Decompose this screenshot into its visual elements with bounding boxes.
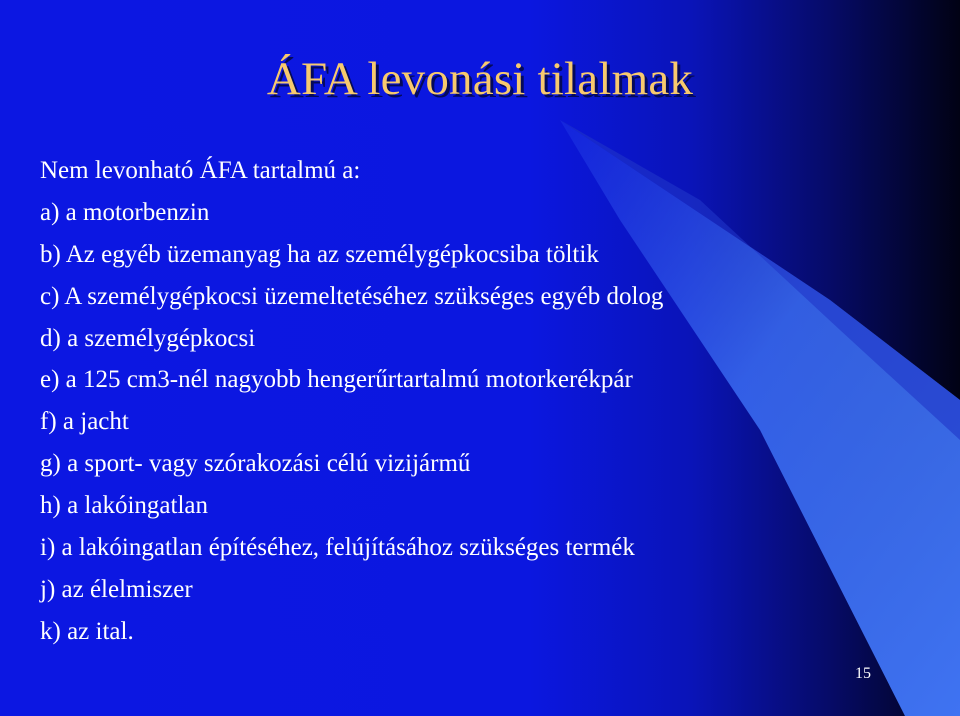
list-item: h) a lakóingatlan (40, 492, 208, 520)
list-item: a) a motorbenzin (40, 198, 210, 226)
intro-line: Nem levonható ÁFA tartalmú a: (40, 157, 361, 184)
list-item: c) A személygépkocsi üzemeltetéséhez szükséges egyéb dolog (40, 282, 664, 310)
list-item: f) a jacht (40, 408, 129, 436)
list-item: k) az ital. (40, 617, 134, 645)
slide-body (40, 150, 920, 653)
list-item: j) az élelmiszer (40, 575, 193, 603)
slide-title: ÁFA levonási tilalmak (266, 53, 694, 105)
list-item: e) a 125 cm3-nél nagyobb hengerűrtartalmú motorkerékpár (40, 366, 633, 394)
list-item: i) a lakóingatlan építéséhez, felújításához szükséges termék (40, 534, 635, 562)
list-item: d) a személygépkocsi (40, 324, 256, 352)
list-item: b) Az egyéb üzemanyag ha az személygépkocsiba töltik (40, 240, 599, 268)
page-number: 15 (855, 665, 871, 682)
list-item: g) a sport- vagy szórakozási célú vizijármű (40, 450, 471, 478)
